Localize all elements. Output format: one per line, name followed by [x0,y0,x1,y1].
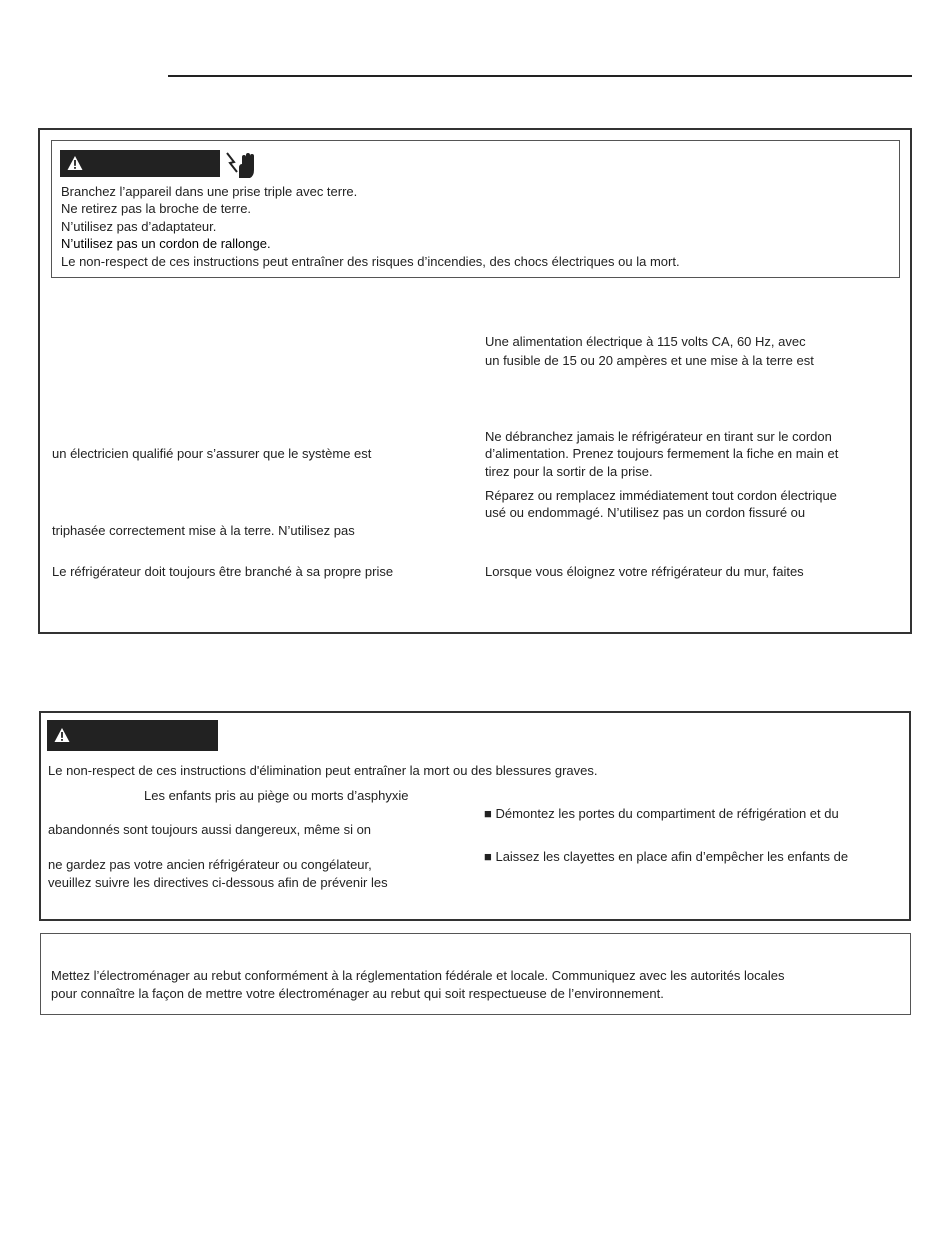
disposal-note-line-1: Mettez l’électroménager au rebut conformément à la réglementation fédérale et locale. Communiquez avec les autorités locales [51,968,785,983]
header-rule [168,75,912,77]
warning-line-4: N’utilisez pas un cordon de rallonge. [61,236,271,251]
electrical-right-5: tirez pour la sortir de la prise. [485,464,653,479]
warning-line-5: Le non-respect de ces instructions peut entraîner des risques d’incendies, des chocs électriques ou la mort. [61,254,680,269]
warning-line-2: Ne retirez pas la broche de terre. [61,201,252,216]
disposal-intro: Le non-respect de ces instructions d'élimination peut entraîner la mort ou des blessures graves. [48,763,598,778]
electrical-right-3: Ne débranchez jamais le réfrigérateur en tirant sur le cordon [485,429,832,444]
electrical-right-7: usé ou endommagé. N’utilisez pas un cordon fissuré ou [485,505,806,520]
disposal-left-2: abandonnés sont toujours aussi dangereux, même si on [48,822,372,837]
disposal-right-1: ■ Démontez les portes du compartiment de réfrigération et du [484,806,839,821]
electrical-right-2: un fusible de 15 ou 20 ampères et une mise à la terre est [485,353,814,368]
warning-line-1: Branchez l’appareil dans une prise triple avec terre. [61,184,358,199]
electrical-left-3: Le réfrigérateur doit toujours être branché à sa propre prise [52,564,394,579]
electrical-right-4: d’alimentation. Prenez toujours fermement la fiche en main et [485,446,839,461]
electrical-left-2: triphasée correctement mise à la terre. N’utilisez pas [52,523,355,538]
disposal-left-3: ne gardez pas votre ancien réfrigérateur ou congélateur, [48,857,372,872]
disposal-left-4: veuillez suivre les directives ci-dessous afin de prévenir les [48,875,388,890]
electrical-right-6: Réparez ou remplacez immédiatement tout cordon électrique [485,488,837,503]
warning-triangle-icon [54,727,70,743]
electrical-right-8: Lorsque vous éloignez votre réfrigérateur du mur, faites [485,564,804,579]
electrical-right-1: Une alimentation électrique à 115 volts CA, 60 Hz, avec [485,334,806,349]
warning-label-bar [60,150,220,177]
warning-triangle-icon [67,155,83,171]
warning-label-bar-2 [47,720,218,751]
disposal-note-line-2: pour connaître la façon de mettre votre électroménager au rebut qui soit respectueuse de l’environnement. [51,986,664,1001]
warning-line-3: N’utilisez pas d’adaptateur. [61,219,217,234]
disposal-right-2: ■ Laissez les clayettes en place afin d’empêcher les enfants de [484,849,849,864]
disposal-left-1: Les enfants pris au piège ou morts d’asphyxie [144,788,409,803]
electrical-left-1: un électricien qualifié pour s’assurer que le système est [52,446,372,461]
electric-shock-icon [224,150,256,180]
